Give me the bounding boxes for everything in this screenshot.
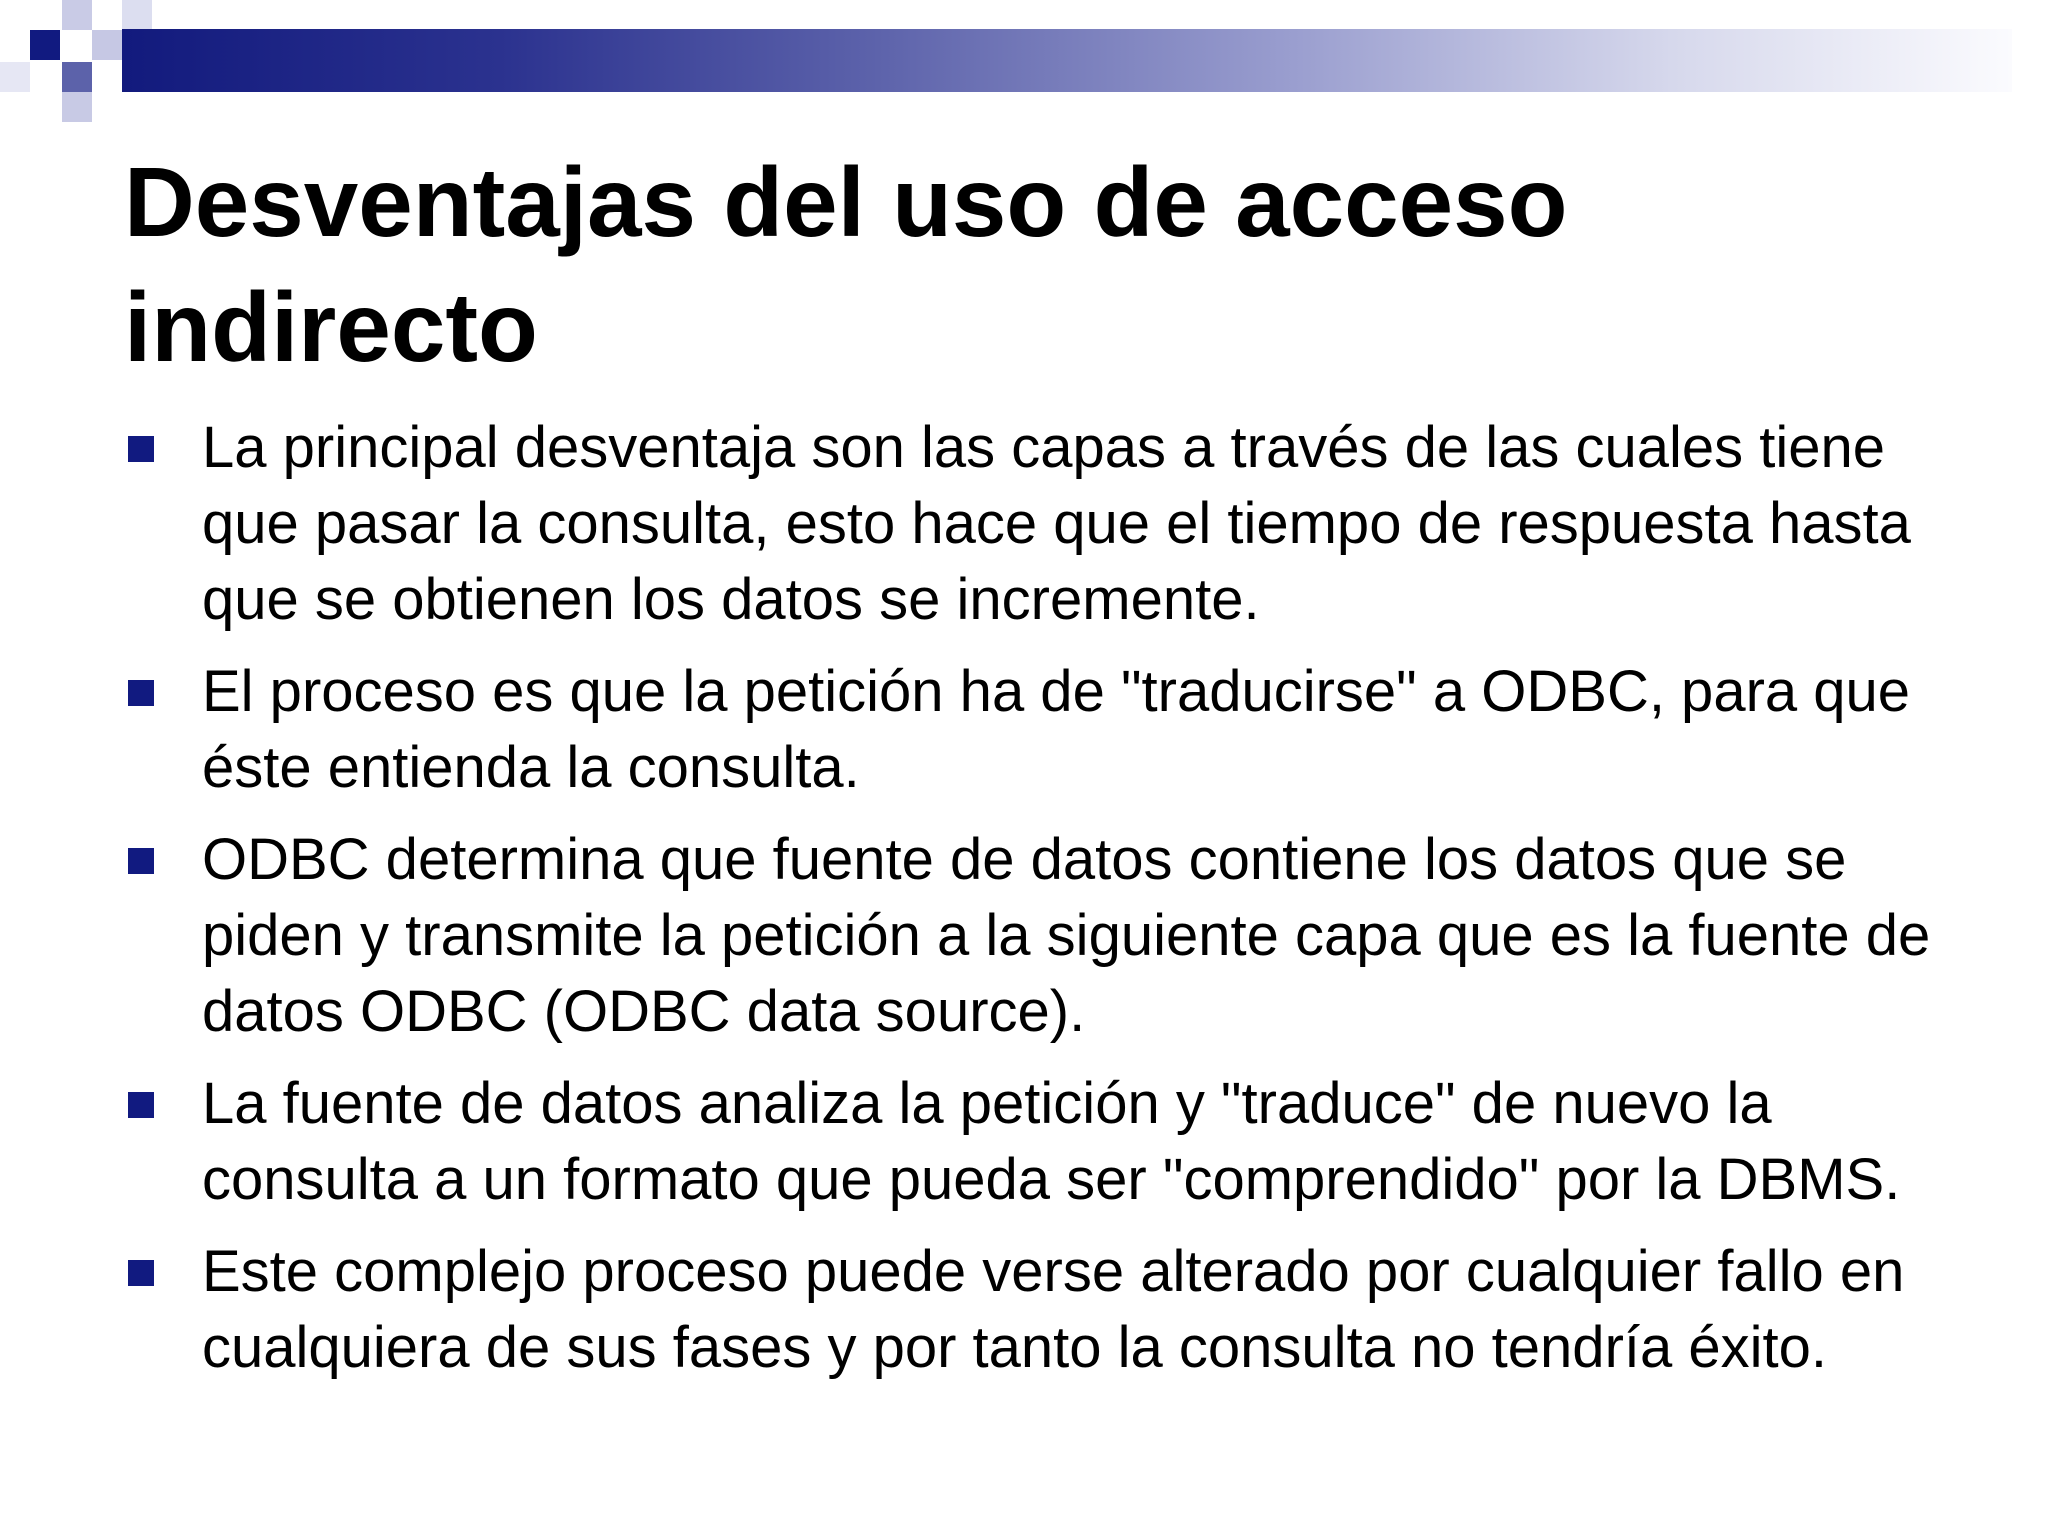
bullet-text: La principal desventaja son las capas a través de las cuales tiene que pasar la consulta, esto hace que el tiempo de respuesta hasta que se obtienen los datos se incremente.	[202, 415, 1911, 632]
decorative-square	[62, 92, 92, 122]
decorative-square	[0, 62, 30, 92]
bullet-text: El proceso es que la petición ha de "traducirse" a ODBC, para que éste entienda la consulta.	[202, 659, 1911, 800]
square-bullet-icon	[128, 848, 154, 874]
decorative-square	[122, 0, 152, 30]
decorative-square	[30, 30, 60, 60]
bullet-text: Este complejo proceso puede verse alterado por cualquier fallo en cualquiera de sus fases y por tanto la consulta no tendría éxito.	[202, 1239, 1905, 1380]
decorative-square	[62, 0, 92, 30]
bullet-list	[124, 410, 1984, 1402]
square-bullet-icon	[128, 680, 154, 706]
bullet-item	[124, 410, 1984, 638]
bullet-item	[124, 1234, 1984, 1386]
square-bullet-icon	[128, 1092, 154, 1118]
bullet-item	[124, 1066, 1984, 1218]
bullet-text: ODBC determina que fuente de datos contiene los datos que se piden y transmite la petición a la siguiente capa que es la fuente de datos ODBC (ODBC data source).	[202, 827, 1931, 1044]
bullet-text: La fuente de datos analiza la petición y "traduce" de nuevo la consulta a un formato que pueda ser "comprendido" por la DBMS.	[202, 1071, 1901, 1212]
decorative-square	[62, 62, 92, 92]
square-bullet-icon	[128, 1260, 154, 1286]
decorative-square	[92, 30, 122, 60]
header-gradient-band	[122, 29, 2012, 92]
slide-title: Desventajas del uso de acceso indirecto	[124, 147, 1568, 382]
bullet-item	[124, 822, 1984, 1050]
square-bullet-icon	[128, 436, 154, 462]
bullet-item	[124, 654, 1984, 806]
